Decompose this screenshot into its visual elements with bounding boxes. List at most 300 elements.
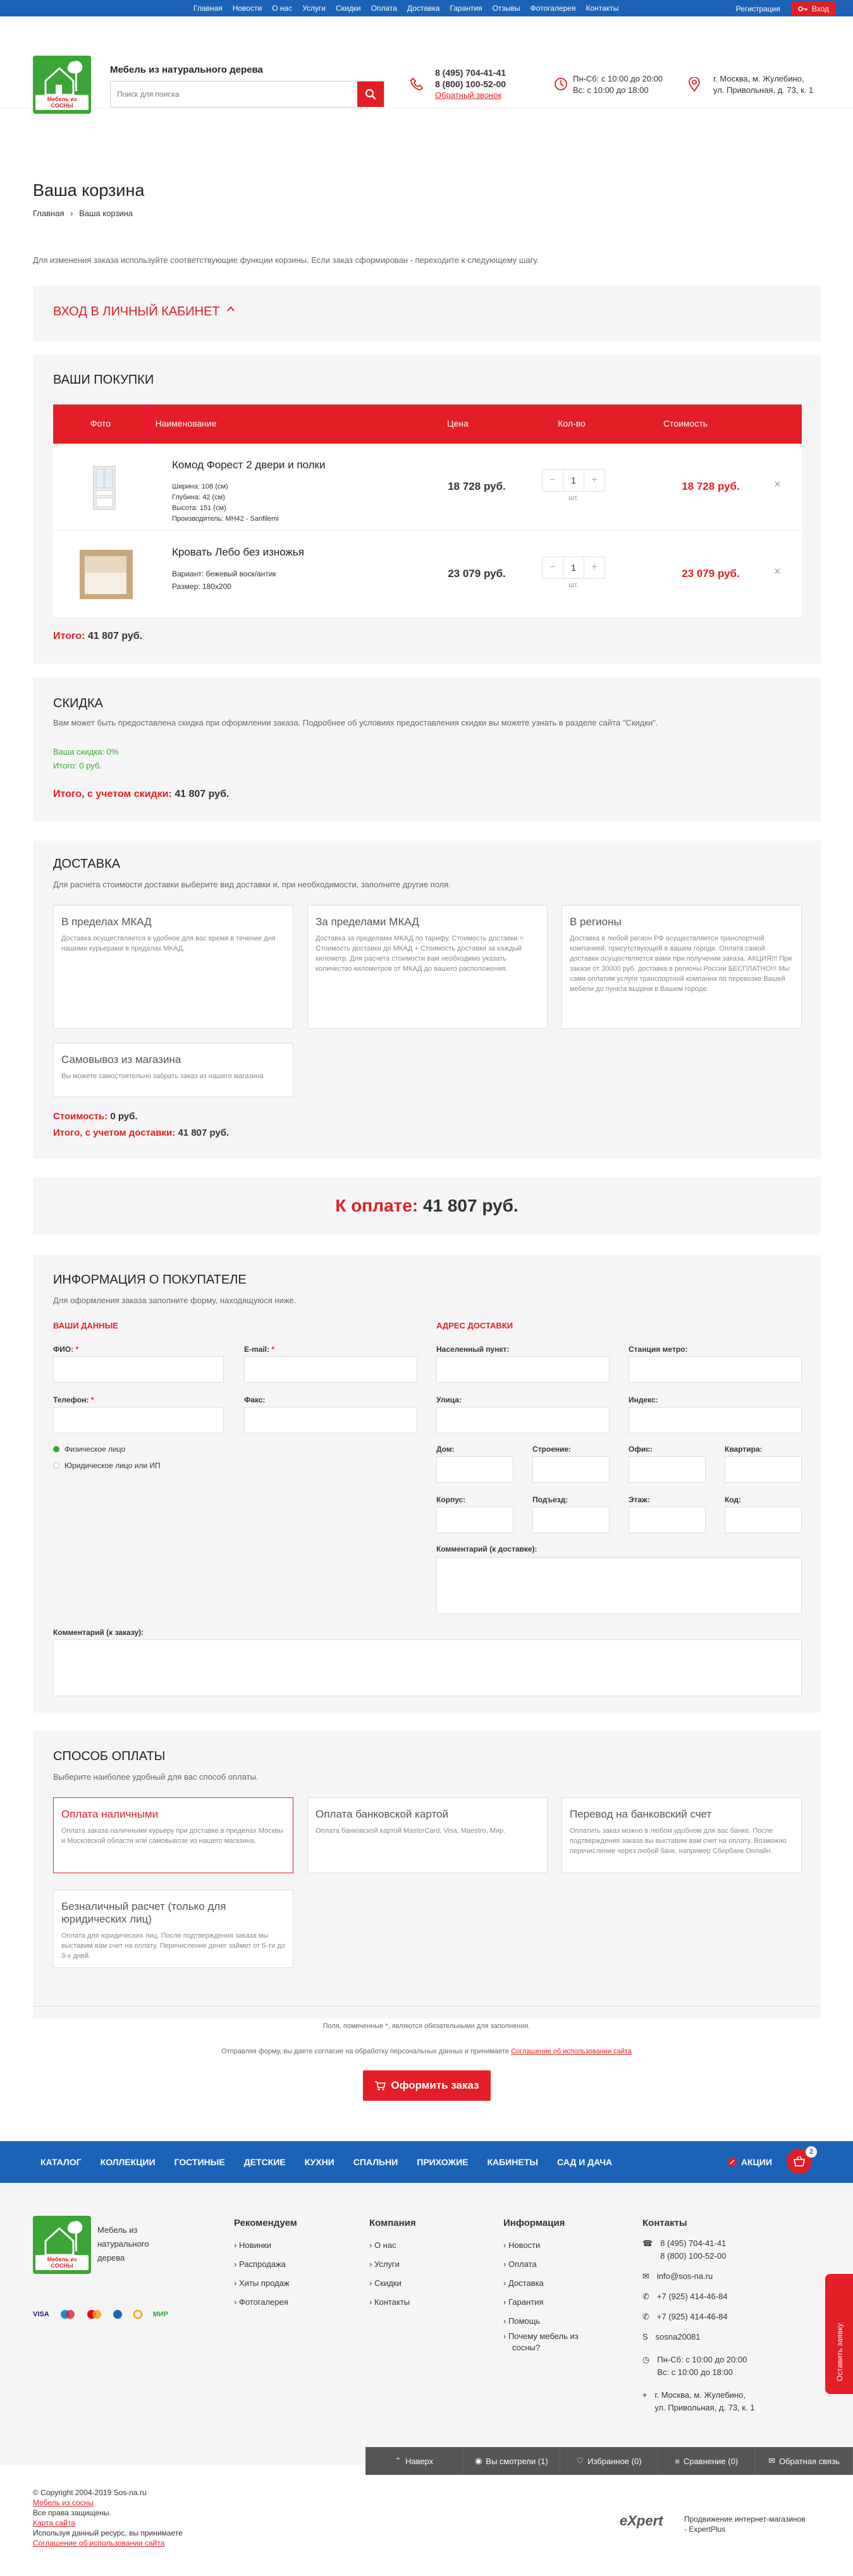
- header-hours: [573, 73, 663, 96]
- city-input[interactable]: [436, 1356, 610, 1383]
- fio-input[interactable]: [53, 1356, 224, 1383]
- catalog-link[interactable]: КУХНИ: [304, 2157, 334, 2167]
- email-input[interactable]: [244, 1356, 417, 1383]
- submit-order-label: Оформить заказ: [391, 2079, 479, 2091]
- breadcrumb-separator: ›: [70, 209, 73, 218]
- delivery-option-desc: Доставка в любой регион РФ осуществляется транспортной компанией, присутствующей в вашем городе. Оплата самой доставки осуществляется вами при получении заказа. АКЦИЯ!!! При заказе от 30000 руб. доставка в регионы России БЕСПЛАТНО!!! Мы сами оплатим услуги транспортной компании по перевозке Вашей мебели до пункта выдачи в Вашем городе.: [570, 935, 792, 993]
- actions-link[interactable]: [727, 2157, 772, 2167]
- payment-option-title: Оплата банковской картой: [316, 1808, 449, 1820]
- developer-text: [684, 2514, 806, 2534]
- payment-option-title: Безналичный расчет (только для юридических лиц): [61, 1900, 226, 1925]
- footer-link[interactable]: › Скидки: [369, 2278, 402, 2288]
- basket-icon: [793, 2156, 806, 2167]
- footer-link[interactable]: › Распродажа: [234, 2259, 286, 2269]
- to-pay-label: К оплате:: [335, 1196, 419, 1215]
- product-prop: Высота: 151 (см): [172, 504, 226, 512]
- footer-viber: [642, 2311, 755, 2323]
- login-button[interactable]: [792, 2, 835, 16]
- delivery-option-regions[interactable]: [562, 905, 802, 1029]
- search-button[interactable]: [357, 82, 384, 107]
- top-menu-item[interactable]: Доставка: [407, 4, 440, 13]
- buyer-title: ИНФОРМАЦИЯ О ПОКУПАТЕЛЕ: [53, 1273, 247, 1287]
- delivery-option-title: За пределами МКАД: [316, 916, 419, 928]
- minus-button[interactable]: −: [549, 562, 556, 573]
- developer-line: - ExpertPlus: [684, 2525, 726, 2534]
- person-type-individual[interactable]: [53, 1445, 125, 1454]
- product-price: 18 728 руб.: [448, 480, 506, 492]
- payment-option-desc: Оплата банковской картой MasterCard, Visa, Maestro, Мир.: [316, 1827, 506, 1835]
- quantity-stepper: [542, 469, 605, 492]
- header-divider: [148, 404, 149, 444]
- breadcrumb: [33, 209, 133, 218]
- plus-button[interactable]: +: [591, 475, 598, 485]
- footer-link[interactable]: › Новости: [503, 2240, 541, 2250]
- comment-delivery-label: Комментарий (к доставке):: [436, 1545, 537, 1553]
- corpus-input[interactable]: [436, 1507, 513, 1533]
- flat-input[interactable]: [725, 1456, 802, 1483]
- product-prop: Вариант: бежевый воск/антик: [172, 569, 276, 578]
- delivery-option-mkad[interactable]: [53, 905, 293, 1029]
- catalog-link[interactable]: САД И ДАЧА: [556, 2157, 613, 2167]
- discount-title: СКИДКА: [53, 696, 104, 710]
- code-input[interactable]: [725, 1507, 802, 1533]
- col-sum: Стоимость: [663, 418, 708, 428]
- top-account: [736, 2, 835, 16]
- payment-option-desc: Оплатить заказ можно в любом удобном для вас банке. После подтверждения заказа вы выставим вам счет на оплату. Возможно перечисление через любой банк, например Сбербанк Онлайн.: [570, 1827, 787, 1855]
- header-phone-2[interactable]: 8 (800) 100-52-00: [435, 79, 506, 89]
- footer-col-contacts: [642, 2216, 755, 2414]
- favorites-button[interactable]: [560, 2447, 658, 2475]
- plus-button[interactable]: +: [591, 562, 598, 573]
- phone-input[interactable]: [53, 1407, 224, 1433]
- arrow-up-icon: ⌃: [395, 2456, 402, 2465]
- fio-label-text: ФИО:: [53, 1345, 74, 1354]
- email-label: E-mail: *: [244, 1345, 275, 1354]
- top-menu-item[interactable]: Услуги: [302, 4, 326, 13]
- product-price: 23 079 руб.: [448, 568, 506, 580]
- delivery-final: [53, 1127, 229, 1138]
- payment-option-transfer[interactable]: [562, 1797, 802, 1873]
- entrance-input[interactable]: [532, 1507, 610, 1533]
- whatsapp-phone[interactable]: +7 (925) 414-46-84: [656, 2292, 728, 2301]
- floor-label: Этаж:: [629, 1495, 650, 1504]
- discount-final: [53, 789, 229, 800]
- footer-link[interactable]: › Хиты продаж: [234, 2278, 290, 2288]
- delivery-option-title: Самовывоз из магазина: [61, 1054, 181, 1066]
- breadcrumb-home[interactable]: Главная: [33, 209, 64, 218]
- building-input[interactable]: [532, 1456, 610, 1483]
- footer-logo[interactable]: [33, 2216, 91, 2274]
- footer: [0, 2183, 853, 2465]
- buyer-text: Для оформления заказа заполните форму, находящуюся ниже.: [53, 1296, 297, 1305]
- actions-label: АКЦИИ: [741, 2157, 773, 2167]
- brand-link[interactable]: Мебель из сосны: [33, 2498, 94, 2507]
- flat-label: Квартира:: [725, 1445, 763, 1454]
- header: [0, 16, 853, 109]
- hours-weekdays: Пн-Сб: с 10:00 до 20:00: [573, 74, 663, 83]
- payment-text: Выберите наиболее удобный для вас способ оплаты.: [53, 1772, 259, 1782]
- skype-name[interactable]: sosna20081: [655, 2332, 701, 2342]
- required-note: Поля, помеченные *, являются обязательными для заполнения.: [322, 2022, 531, 2030]
- street-label: Улица:: [436, 1395, 462, 1404]
- delivery-final-value: 41 807 руб.: [178, 1127, 230, 1138]
- comment-order-input[interactable]: [53, 1639, 802, 1696]
- catalog-link[interactable]: ГОСТИНЫЕ: [174, 2157, 225, 2167]
- footer-phone[interactable]: 8 (800) 100-52-00: [660, 2251, 727, 2261]
- quantity-value[interactable]: 1: [563, 470, 584, 491]
- product-image-dresser[interactable]: [66, 463, 142, 512]
- agreement-link[interactable]: Соглашение об использовании сайта: [33, 2539, 165, 2548]
- radio-icon: [53, 1462, 59, 1469]
- address-line: г. Москва, м. Жулебино,: [654, 2390, 746, 2400]
- address-line-1: г. Москва, м. Жулебино,: [713, 74, 804, 83]
- footer-catalog-nav: [0, 2141, 853, 2183]
- footer-link[interactable]: › Оплата: [503, 2259, 537, 2269]
- delivery-option-pickup[interactable]: [53, 1043, 293, 1097]
- consent-link[interactable]: Соглашение об использовании сайта: [511, 2048, 632, 2055]
- delivery-block: [33, 841, 821, 1159]
- index-label: Индекс:: [629, 1395, 658, 1404]
- footer-link[interactable]: › Новинки: [234, 2240, 271, 2250]
- panel-label: Сравнение (0): [683, 2456, 739, 2466]
- delivery-option-outside[interactable]: [307, 905, 548, 1029]
- footer-col-recommend: [234, 2216, 297, 2312]
- mir-icon: МИР: [152, 2311, 169, 2318]
- top-menu-item[interactable]: Оплата: [371, 4, 397, 13]
- building-label: Строение:: [532, 1445, 572, 1454]
- street-input[interactable]: [436, 1407, 610, 1433]
- payment-logos: [33, 2309, 168, 2319]
- quantity-unit: шт.: [568, 494, 579, 502]
- accept-note: Используя данный ресурс, вы принимаете: [33, 2529, 183, 2537]
- remove-item-button[interactable]: ×: [774, 565, 781, 578]
- rights: Все права защищены.: [33, 2508, 111, 2517]
- tagline: Мебель из натурального дерева: [110, 64, 263, 75]
- catalog-link[interactable]: КАТАЛОГ: [40, 2157, 82, 2167]
- remove-item-button[interactable]: ×: [774, 478, 781, 490]
- top-menu-item[interactable]: Гарантия: [450, 4, 482, 13]
- delivery-cost: [53, 1111, 138, 1122]
- footer-link[interactable]: › Почему мебель из сосны?: [503, 2331, 579, 2352]
- footer-link[interactable]: › Услуги: [369, 2259, 400, 2269]
- developer-line: Продвижение интернет-магазинов: [684, 2515, 806, 2524]
- header-phone-1[interactable]: 8 (495) 704-41-41: [435, 68, 506, 78]
- payment-option-title: Перевод на банковский счет: [570, 1808, 712, 1820]
- login-label: Вход: [811, 4, 829, 13]
- panel-label: Наверх: [405, 2456, 434, 2466]
- callback-link[interactable]: Обратный звонок: [435, 90, 502, 100]
- payment-option-cashless[interactable]: [53, 1890, 293, 1968]
- buyer-block: [33, 1255, 821, 1713]
- metro-label: Станция метро:: [629, 1345, 688, 1354]
- address-line-2: ул. Привольная, д. 73, к. 1: [713, 85, 814, 95]
- product-image-bed[interactable]: [66, 550, 142, 599]
- product-props: [172, 482, 279, 525]
- cart-total-label: Итого:: [53, 631, 85, 641]
- footer-phones: [642, 2237, 755, 2263]
- office-label: Офис:: [629, 1445, 653, 1454]
- phone-icon: [410, 77, 424, 91]
- top-menu: [193, 4, 618, 13]
- top-bar: [0, 0, 853, 16]
- scroll-top-button[interactable]: [365, 2447, 463, 2475]
- top-menu-item[interactable]: Скидки: [336, 4, 361, 13]
- top-menu-item[interactable]: Фотогалерея: [530, 4, 576, 13]
- quantity-unit: шт.: [568, 581, 579, 589]
- footer-link[interactable]: › Помощь: [503, 2316, 541, 2326]
- payment-option-card[interactable]: [307, 1797, 548, 1873]
- qiwi-icon: [133, 2309, 143, 2319]
- catalog-link[interactable]: КАБИНЕТЫ: [487, 2157, 538, 2167]
- person-type-legal[interactable]: [53, 1461, 161, 1470]
- viewed-button[interactable]: [463, 2447, 560, 2475]
- discount-final-label: Итого, с учетом скидки:: [53, 789, 172, 799]
- house-input[interactable]: [436, 1456, 513, 1483]
- delivery-final-label: Итого, с учетом доставки:: [53, 1127, 176, 1138]
- house-tree-icon: [33, 2216, 91, 2260]
- discount-percent: Ваша скидка: 0%: [53, 747, 119, 756]
- catalog-link[interactable]: КОЛЛЕКЦИИ: [100, 2157, 156, 2167]
- register-link[interactable]: Регистрация: [735, 4, 780, 13]
- email-link[interactable]: info@sos-na.ru: [656, 2271, 713, 2281]
- phone-label-text: Телефон:: [53, 1395, 89, 1404]
- compare-icon: ≡: [675, 2456, 680, 2466]
- to-pay: [33, 1196, 821, 1216]
- divider: [33, 2006, 821, 2007]
- panel-label: Обратная связь: [778, 2456, 840, 2466]
- metro-input[interactable]: [629, 1356, 802, 1383]
- cart-table-header: [53, 404, 802, 444]
- discount-total: Итого: 0 руб.: [53, 761, 102, 770]
- payment-block: [33, 1730, 821, 2019]
- heart-icon: ♡: [576, 2456, 584, 2465]
- search-icon: [365, 88, 376, 100]
- delivery-cost-value: 0 руб.: [110, 1111, 138, 1122]
- address-line: ул. Привольная, д. 73, к. 1: [654, 2403, 755, 2412]
- viber-phone[interactable]: +7 (925) 414-46-84: [656, 2312, 728, 2321]
- your-data-heading: ВАШИ ДАННЫЕ: [53, 1321, 118, 1330]
- office-input[interactable]: [629, 1456, 706, 1483]
- to-pay-block: [33, 1177, 821, 1235]
- key-icon: [798, 6, 808, 12]
- col-qty: Кол-во: [558, 418, 586, 428]
- hours-line: Пн-Сб: с 10:00 до 20:00: [657, 2355, 747, 2364]
- footer-col-info: [503, 2216, 598, 2354]
- eye-icon: ◉: [474, 2456, 482, 2465]
- clock-icon: [554, 77, 568, 91]
- delivery-option-title: В регионы: [570, 916, 622, 928]
- quantity-value[interactable]: 1: [563, 557, 584, 578]
- chevron-up-icon: [226, 305, 235, 313]
- person-type-label: Юридическое лицо или ИП: [64, 1461, 161, 1470]
- address-heading: АДРЕС ДОСТАВКИ: [436, 1321, 513, 1330]
- footer-skype: [642, 2331, 755, 2343]
- catalog-link[interactable]: ПРИХОЖИЕ: [417, 2157, 469, 2167]
- paypal-icon: [113, 2309, 123, 2319]
- footer-email: [642, 2270, 755, 2283]
- location-icon: [688, 77, 701, 92]
- product-props: [172, 568, 276, 593]
- copyright-block: [33, 2488, 183, 2548]
- delivery-option-desc: Вы можете самостоятельно забрать заказ из нашего магазина: [61, 1072, 264, 1080]
- cart-icon: [374, 2081, 386, 2091]
- footer-phone[interactable]: 8 (495) 704-41-41: [660, 2239, 727, 2248]
- footer-col-title: Рекомендуем: [234, 2218, 297, 2228]
- footer-link[interactable]: › Контакты: [369, 2297, 410, 2307]
- leave-request-tab[interactable]: [825, 2274, 853, 2394]
- footer-col-title: Компания: [369, 2218, 416, 2228]
- top-menu-item[interactable]: Главная: [193, 4, 223, 13]
- delivery-text: Для расчета стоимости доставки выберите вид доставки и, при необходимости, заполните другие поля.: [53, 880, 451, 889]
- percent-icon: [727, 2157, 737, 2167]
- footer-col-company: [369, 2216, 416, 2312]
- discount-block: [33, 677, 821, 822]
- col-price: Цена: [447, 418, 469, 428]
- person-type-label: Физическое лицо: [64, 1445, 126, 1454]
- col-name: Наименование: [155, 418, 217, 428]
- delivery-option-desc: Доставка осуществляется в удобное для вас время в течение дня нашими курьерами в пределах МКАД.: [61, 935, 276, 952]
- sitemap-link[interactable]: Карта сайта: [33, 2518, 75, 2527]
- payment-option-cash[interactable]: [53, 1797, 293, 1873]
- location-icon: ⌖: [642, 2390, 647, 2400]
- footer-link[interactable]: › О нас: [369, 2240, 396, 2250]
- product-prop: Размер: 180x200: [172, 582, 231, 591]
- footer-link[interactable]: › Гарантия: [503, 2297, 544, 2307]
- login-toggle[interactable]: [53, 305, 235, 319]
- footer-whatsapp: [642, 2290, 755, 2303]
- cart-title: ВАШИ ПОКУПКИ: [53, 373, 154, 387]
- visa-icon: VISA: [33, 2311, 49, 2318]
- catalog-link[interactable]: ДЕТСКИЕ: [243, 2157, 286, 2167]
- phone-icon: ☎: [642, 2239, 653, 2248]
- corpus-label: Корпус:: [436, 1495, 466, 1504]
- top-menu-item[interactable]: Отзывы: [492, 4, 520, 13]
- cart-row: [53, 444, 802, 531]
- panel-label: Избранное (0): [587, 2456, 642, 2466]
- cart-total-value: 41 807 руб.: [87, 631, 143, 641]
- login-block: [33, 286, 821, 341]
- city-label: Населенный пункт:: [436, 1345, 510, 1354]
- compare-button[interactable]: [658, 2447, 756, 2475]
- hours-sunday: Вс: с 10:00 до 18:00: [573, 85, 649, 95]
- product-name[interactable]: Комод Форест 2 двери и полки: [172, 459, 326, 471]
- product-sum: 18 728 руб.: [682, 480, 740, 492]
- product-prop: Глубина: 42 (см): [172, 494, 225, 501]
- floor-input[interactable]: [629, 1507, 706, 1533]
- delivery-option-desc: Доставка за пределами МКАД по тарифу. Стоимость доставки = Стоимость доставки до МКАД + Стоимость доставки за каждый километр. Для расчета стоимости вам необходимо указать количество километров от МКАД до вашего расположения.: [316, 935, 524, 973]
- page-title: Ваша корзина: [33, 181, 145, 200]
- maestro-icon: [59, 2309, 76, 2319]
- login-block-title: ВХОД В ЛИЧНЫЙ КАБИНЕТ: [53, 305, 220, 319]
- developer-logo[interactable]: eXpert: [620, 2513, 663, 2529]
- comment-delivery-input[interactable]: [436, 1557, 802, 1614]
- phone-label: Телефон: *: [53, 1395, 94, 1404]
- leave-request-label: Оставить заявку: [835, 2323, 844, 2381]
- payment-option-title: Оплата наличными: [61, 1808, 159, 1820]
- footer-bottom: [0, 2465, 853, 2576]
- copyright: © Copyright 2004-2019 Sos-na.ru: [33, 2488, 147, 2497]
- delivery-option-title: В пределах МКАД: [61, 916, 152, 928]
- footer-col-title: Контакты: [642, 2218, 687, 2228]
- code-label: Код:: [725, 1495, 742, 1504]
- header-contacts: [435, 67, 506, 101]
- delivery-title: ДОСТАВКА: [53, 857, 121, 871]
- mail-icon: ✉: [642, 2271, 649, 2281]
- to-pay-value: 41 807 руб.: [422, 1196, 519, 1215]
- logo[interactable]: [33, 56, 91, 114]
- search-box: [110, 81, 384, 107]
- header-address: [713, 73, 813, 96]
- catalog-links: [40, 2157, 612, 2167]
- minus-button[interactable]: −: [549, 475, 556, 485]
- fax-input[interactable]: [244, 1407, 417, 1433]
- fax-label: Факс:: [244, 1395, 266, 1404]
- col-photo: Фото: [90, 418, 111, 428]
- skype-icon: S: [642, 2332, 648, 2342]
- cart-total: [53, 631, 142, 642]
- top-menu-item[interactable]: О нас: [272, 4, 293, 13]
- house-label: Дом:: [436, 1445, 455, 1454]
- search-input[interactable]: [111, 82, 357, 107]
- cart-block: [33, 355, 821, 664]
- footer-address: [642, 2389, 755, 2414]
- quantity-stepper: [542, 556, 605, 579]
- clock-icon: ◷: [642, 2355, 650, 2364]
- footer-link[interactable]: › Доставка: [503, 2278, 544, 2288]
- viber-icon: ✆: [642, 2312, 649, 2321]
- index-input[interactable]: [629, 1407, 802, 1433]
- whatsapp-icon: ✆: [642, 2292, 649, 2301]
- cart-count-badge: 2: [806, 2146, 817, 2158]
- fio-label: ФИО: *: [53, 1345, 79, 1354]
- breadcrumb-current: Ваша корзина: [79, 209, 133, 218]
- product-prop: Ширина: 108 (см): [172, 483, 228, 490]
- mail-icon: ✉: [768, 2456, 775, 2465]
- submit-order-button[interactable]: [363, 2070, 491, 2101]
- top-menu-item[interactable]: Контакты: [586, 4, 619, 13]
- radio-checked-icon: [53, 1446, 59, 1452]
- product-name[interactable]: Кровать Лебо без изножья: [172, 546, 304, 558]
- comment-order-label: Комментарий (к заказу):: [53, 1628, 144, 1637]
- intro-text: Для изменения заказа используйте соответствующие функции корзины. Если заказ сформирован - переходите к следующему шагу.: [33, 255, 539, 265]
- discount-text: Вам может быть предоставлена скидка при оформлении заказа. Подробнее об условиях предоставления скидки вы можете узнать в разделе сайта "Скидки".: [53, 718, 658, 727]
- payment-option-desc: Оплата для юридических лиц. После подтверждения заказа мы выставим вам счет на оплату. Перечисление денег займет от 5-ти до 3-х дней.: [61, 1932, 285, 1960]
- footer-col-title: Информация: [503, 2218, 565, 2228]
- cart-row: [53, 531, 802, 618]
- footer-hours: [642, 2354, 755, 2379]
- feedback-button[interactable]: [756, 2447, 853, 2475]
- email-label-text: E-mail:: [244, 1345, 270, 1354]
- product-prop: Производитель: МН42 - Sanfilemi: [172, 515, 279, 523]
- fixed-panel: [365, 2447, 853, 2475]
- catalog-link[interactable]: СПАЛЬНИ: [353, 2157, 398, 2167]
- delivery-cost-label: Стоимость:: [53, 1111, 108, 1122]
- entrance-label: Подъезд:: [532, 1495, 568, 1504]
- house-tree-icon: [33, 56, 91, 100]
- discount-final-value: 41 807 руб.: [175, 789, 230, 799]
- payment-title: СПОСОБ ОПЛАТЫ: [53, 1749, 166, 1763]
- top-menu-item[interactable]: Новости: [232, 4, 262, 13]
- product-sum: 23 079 руб.: [682, 568, 740, 580]
- footer-link[interactable]: › Фотогалерея: [234, 2297, 288, 2307]
- consent-note: [0, 2048, 853, 2055]
- footer-tagline: Мебель из натурального дерева: [97, 2225, 149, 2263]
- mastercard-icon: [86, 2309, 102, 2319]
- logo-text: Мебель из СОСНЫ: [35, 95, 89, 110]
- logo-text: Мебель из СОСНЫ: [35, 2255, 89, 2270]
- consent-text: Отправляя форму, вы даете согласие на обработку персональных данных и принимаете: [221, 2048, 509, 2055]
- payment-option-desc: Оплата заказа наличными курьеру при доставке в пределах Москвы и Московской области или самовывозе из нашего магазина.: [61, 1827, 284, 1845]
